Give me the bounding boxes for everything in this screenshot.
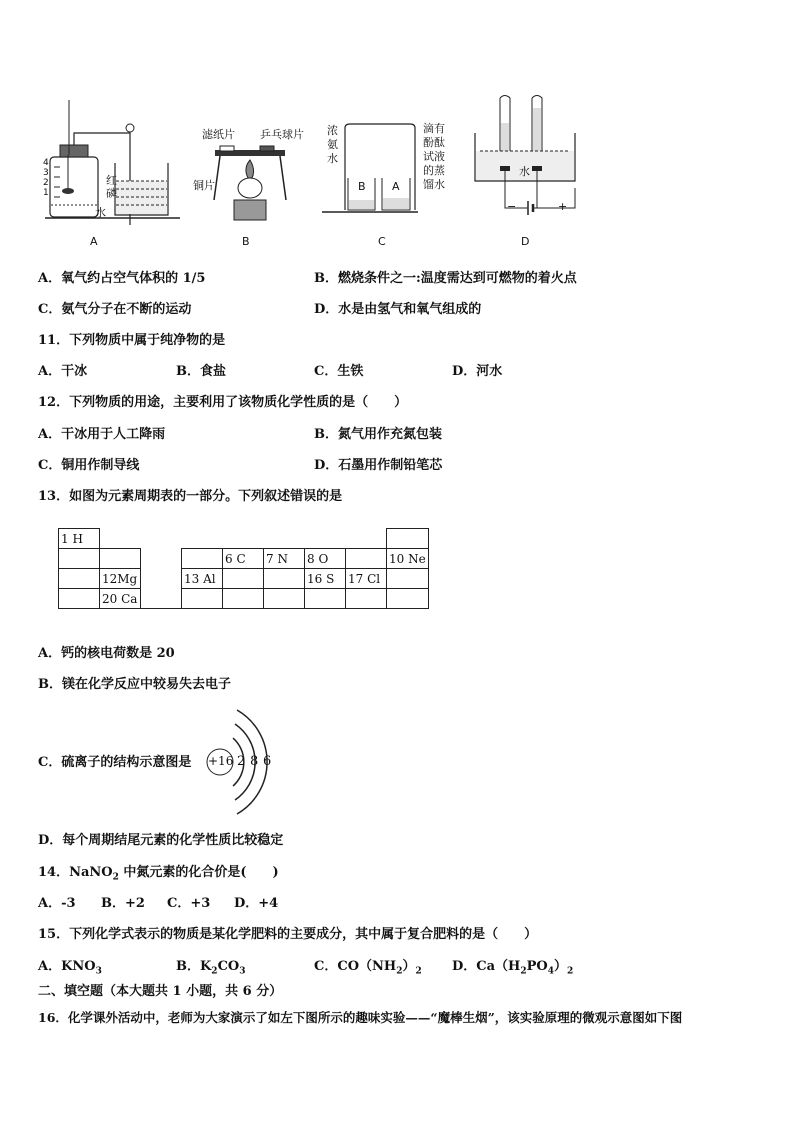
q16-stem: 16．化学课外活动中，老师为大家演示了如左下图所示的趣味实验——“魔棒生烟”，该实验原理的微观示意图如下图 (38, 1010, 683, 1025)
q15-c-mid: ） (402, 959, 416, 974)
q14-option-b: B．+2 (101, 896, 145, 911)
q10-option-a: A．氧气约占空气体积的 1/5 (38, 271, 206, 286)
figure-d-electrolysis-apparatus (470, 93, 585, 218)
q15-c-sub1: 2 (396, 966, 403, 977)
figure-b-combustion-apparatus (210, 140, 295, 225)
pt-cell-empty (182, 549, 223, 569)
q15-b-mid: CO (217, 959, 240, 974)
pt-cell-n: 7 N (264, 549, 305, 569)
q15-d-text: D．Ca（H (452, 959, 521, 974)
sulfur-shell-2-electrons: 8 (250, 754, 259, 769)
periodic-table-excerpt (58, 528, 429, 609)
q12-option-d: D．石墨用作制铅笔芯 (314, 458, 443, 473)
q13-stem: 13．如图为元素周期表的一部分。下列叙述错误的是 (38, 489, 343, 504)
q14-option-d: D．+4 (234, 896, 279, 911)
figure-c-ammonia-label: 浓氨水 (327, 124, 338, 165)
pt-cell-empty (59, 549, 100, 569)
q12-option-b: B．氮气用作充氮包装 (314, 427, 442, 442)
q12-option-a: A．干冰用于人工降雨 (38, 427, 166, 442)
figure-a-scale-3: 3 (43, 168, 49, 178)
q11-option-a: A．干冰 (38, 364, 88, 379)
q11-option-b: B．食盐 (176, 364, 226, 379)
sulfur-shell-3-electrons: 6 (263, 754, 272, 769)
q15-b-sub1: 2 (211, 966, 218, 977)
figure-d-water-label: 水 (519, 165, 530, 178)
pt-cell-s: 16 S (305, 569, 346, 589)
q15-option-b (176, 958, 246, 981)
pt-cell-empty (59, 589, 100, 609)
q15-a-text: A．KNO (38, 959, 96, 974)
pt-cell-c: 6 C (223, 549, 264, 569)
pt-cell-empty (346, 549, 387, 569)
figure-a-scale-2: 2 (43, 178, 49, 188)
q15-c-sub2: 2 (415, 966, 422, 977)
q11-option-c: C．生铁 (314, 364, 364, 379)
pt-cell-o: 8 O (305, 549, 346, 569)
q14-option-c: C．+3 (167, 896, 211, 911)
pt-cell-ca: 20 Ca (100, 589, 141, 609)
q15-option-c (314, 958, 422, 981)
q10-option-b: B．燃烧条件之一:温度需达到可燃物的着火点 (314, 271, 577, 286)
q15-a-sub: 3 (95, 966, 102, 977)
pt-cell-ne: 10 Ne (387, 549, 429, 569)
figure-c-beaker-b-label: B (358, 180, 366, 193)
q13-option-c: C．硫离子的结构示意图是 (38, 755, 192, 770)
pt-cell-empty (264, 569, 305, 589)
pt-cell-empty (387, 569, 429, 589)
q15-option-a (38, 958, 102, 981)
q13-option-d: D．每个周期结尾元素的化学性质比较稳定 (38, 833, 284, 848)
figure-a-phosphorus-apparatus (40, 95, 185, 225)
q11-option-d: D．河水 (452, 364, 503, 379)
figure-c-caption: C (378, 235, 386, 248)
figure-a-scale-4: 4 (43, 158, 49, 168)
pt-cell-al: 13 Al (182, 569, 223, 589)
q12-stem: 12．下列物质的用途，主要利用了该物质化学性质的是（ ） (38, 395, 408, 410)
q10-option-c: C．氨气分子在不断的运动 (38, 302, 192, 317)
section-2-heading: 二、填空题（本大题共 1 小题，共 6 分） (38, 984, 283, 999)
q15-b-sub2: 3 (239, 966, 246, 977)
pt-cell-mg: 12Mg (100, 569, 141, 589)
pt-cell-empty (264, 589, 305, 609)
q15-stem: 15．下列化学式表示的物质是某化学肥料的主要成分，其中属于复合肥料的是（ ） (38, 927, 538, 942)
q14-stem-sub: 2 (112, 872, 119, 883)
figure-a-scale-1: 1 (43, 188, 49, 198)
pt-cell-empty (387, 589, 429, 609)
sulfur-shell-1-electrons: 2 (237, 754, 246, 769)
q14-stem-post: 中氮元素的化合价是( ) (118, 865, 279, 880)
pt-cell-empty (223, 589, 264, 609)
q14-stem (38, 864, 279, 887)
q11-stem: 11．下列物质中属于纯净物的是 (38, 333, 226, 348)
q15-b-text: B．K (176, 959, 212, 974)
q15-d-sub1: 2 (520, 966, 527, 977)
figure-d-caption: D (521, 235, 530, 248)
q10-option-d: D．水是由氢气和氧气组成的 (314, 302, 482, 317)
figure-b-copper-label: 铜片 (193, 179, 215, 192)
q15-d-sub3: 2 (566, 966, 574, 977)
figure-d-plus-label: + (558, 200, 568, 213)
pt-cell-cl: 17 Cl (346, 569, 387, 589)
q14-option-a: A．-3 (38, 896, 76, 911)
q15-d-mid2: ） (553, 959, 567, 974)
pt-cell-h: 1 H (59, 529, 100, 549)
figure-a-caption: A (90, 235, 98, 248)
pt-cell-empty (346, 589, 387, 609)
q13-option-a: A．钙的核电荷数是 20 (38, 646, 175, 661)
q14-stem-pre: 14．NaNO (38, 865, 113, 880)
q15-c-text: C．CO（NH (314, 959, 397, 974)
figure-b-pingpong-label: 乒乓球片 (260, 128, 304, 141)
pt-cell-empty (100, 549, 141, 569)
pt-cell-empty (305, 589, 346, 609)
figure-a-phosphorus-label: 红磷 (106, 174, 117, 200)
q15-d-mid: PO (526, 959, 548, 974)
pt-cell-empty (182, 589, 223, 609)
figure-c-beaker-a-label: A (392, 180, 400, 193)
pt-cell-empty (59, 569, 100, 589)
figure-b-caption: B (242, 235, 250, 248)
pt-cell-empty (387, 529, 429, 549)
q15-option-d (452, 958, 573, 981)
figure-d-minus-label: − (507, 200, 517, 213)
q15-d-sub2: 4 (547, 966, 554, 977)
q13-option-b: B．镁在化学反应中较易失去电子 (38, 677, 231, 692)
figure-c-phenol-label: 滴有酚酞试液的蒸馏水 (423, 122, 445, 191)
pt-cell-empty (223, 569, 264, 589)
q12-option-c: C．铜用作制导线 (38, 458, 140, 473)
sulfur-nucleus-charge: +16 (208, 754, 234, 768)
figure-a-water-label: 水 (95, 206, 106, 219)
figure-b-filter-paper-label: 滤纸片 (202, 128, 235, 141)
